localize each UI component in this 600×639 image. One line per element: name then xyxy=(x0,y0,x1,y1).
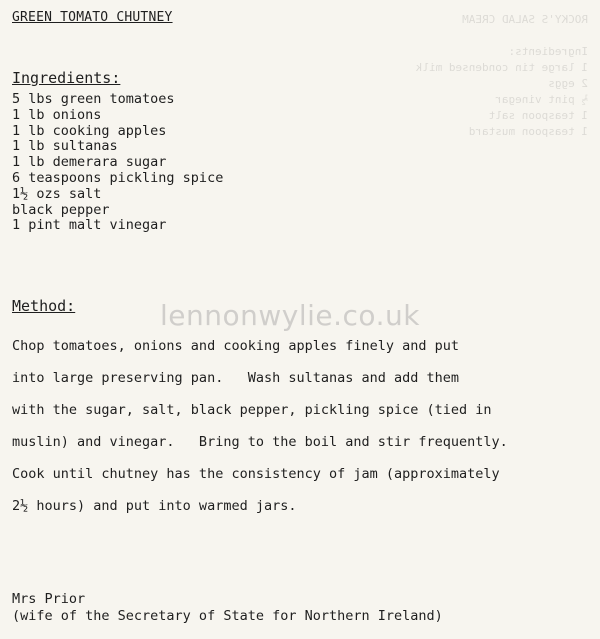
ingredients-heading: Ingredients: xyxy=(12,69,121,87)
ingredient-item: 5 lbs green tomatoes xyxy=(12,91,175,107)
recipe-title: GREEN TOMATO CHUTNEY xyxy=(12,10,173,25)
ingredient-item: 1 lb onions xyxy=(12,106,102,123)
author-signature xyxy=(12,591,443,625)
ingredients-list xyxy=(12,92,223,234)
ingredient-item: 1 lb demerara sugar xyxy=(12,154,167,171)
author-note: (wife of the Secretary of State for Northern Ireland) xyxy=(12,608,443,624)
method-line: into large preserving pan. Wash sultanas and add them xyxy=(12,370,460,386)
method-line: with the sugar, salt, black pepper, pickling spice (tied in xyxy=(12,402,492,418)
method-line: Chop tomatoes, onions and cooking apples finely and put xyxy=(12,338,460,354)
bleed-through-text: ROCKY'S SALAD CREAM Ingredients: 1 large tin condensed milk 2 eggs ½ pint vinegar 1 teaspoon salt 1 teaspoon mustard xyxy=(415,13,588,138)
method-heading: Method: xyxy=(12,297,76,315)
ingredient-item: 1½ ozs salt xyxy=(12,185,102,202)
method-line: muslin) and vinegar. Bring to the boil and stir frequently. xyxy=(12,434,508,450)
ingredient-item: 6 teaspoons pickling spice xyxy=(12,169,224,186)
ingredient-item: 1 lb sultanas xyxy=(12,138,118,155)
method-line: 2½ hours) and put into warmed jars. xyxy=(12,498,297,514)
author-name: Mrs Prior xyxy=(12,591,86,607)
ingredient-item: black pepper xyxy=(12,201,110,218)
ingredient-item: 1 pint malt vinegar xyxy=(12,217,167,234)
ingredient-item: 1 lb cooking apples xyxy=(12,122,167,139)
method-line: Cook until chutney has the consistency of jam (approximately xyxy=(12,466,500,482)
watermark: lennonwylie.co.uk xyxy=(160,299,420,332)
method-text xyxy=(12,330,597,522)
